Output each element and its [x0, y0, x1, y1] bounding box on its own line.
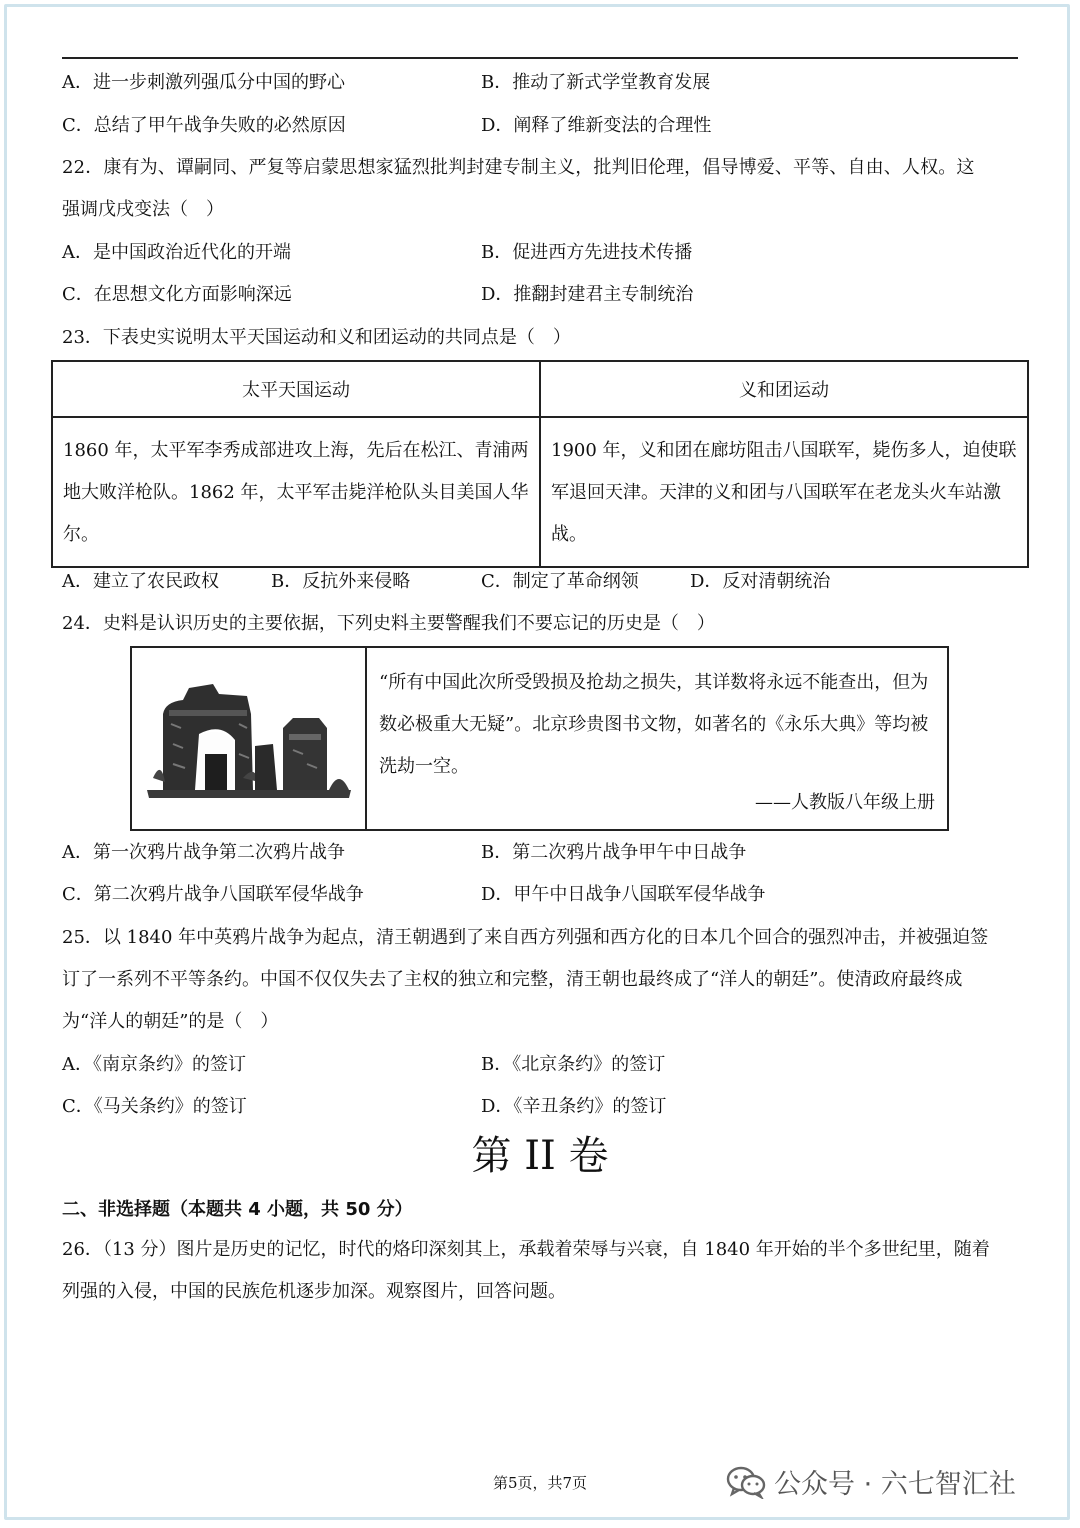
- q25-stem-line1: 25．以 1840 年中英鸦片战争为起点，清王朝遇到了来自西方列强和西方化的日本几个回合的强烈冲击，并被强迫签: [62, 927, 989, 948]
- q25-stem-line3: 为“洋人的朝廷”的是（ ）: [62, 1011, 279, 1032]
- watermark: [726, 1462, 1016, 1501]
- q24-option-a[interactable]: A．第一次鸦片战争第二次鸦片战争: [62, 842, 345, 863]
- q23-table-cell-taiping: 1860 年，太平军李秀成部进攻上海，先后在松江、青浦两地大败洋枪队。1862 年，太平军击毙洋枪队头目美国人华尔。: [52, 417, 540, 567]
- q23-table-header-boxer: 义和团运动: [540, 361, 1028, 417]
- section2-heading: 二、非选择题（本题共 4 小题，共 50 分）: [62, 1199, 413, 1220]
- yuanmingyuan-ruins-image: [132, 648, 367, 829]
- volume-title: 第 II 卷: [471, 1133, 609, 1179]
- q26-stem-line2: 列强的入侵，中国的民族危机逐步加深。观察图片，回答问题。: [62, 1281, 566, 1302]
- q22-option-b[interactable]: B．促进西方先进技术传播: [481, 242, 693, 263]
- q23-option-c[interactable]: C．制定了革命纲领: [481, 571, 639, 592]
- q21-option-d[interactable]: D．阐释了维新变法的合理性: [481, 115, 712, 136]
- q23-option-d[interactable]: D．反对清朝统治: [690, 571, 831, 592]
- watermark-text: 公众号 · 六七智汇社: [774, 1469, 1016, 1500]
- q21-option-a[interactable]: A．进一步刺激列强瓜分中国的野心: [62, 72, 345, 93]
- q26-stem-line1: 26．（13 分）图片是历史的记忆，时代的烙印深刻其上，承载着荣辱与兴衰，自 1840 年开始的半个多世纪里，随着: [62, 1239, 990, 1260]
- q24-stem: 24．史料是认识历史的主要依据，下列史料主要警醒我们不要忘记的历史是（ ）: [62, 613, 715, 634]
- q23-option-b[interactable]: B．反抗外来侵略: [271, 571, 411, 592]
- q25-stem-line2: 订了一系列不平等条约。中国不仅仅失去了主权的独立和完整，清王朝也最终成了“洋人的朝廷”。使清政府最终成: [62, 969, 963, 990]
- q23-table-header-taiping: 太平天国运动: [52, 361, 540, 417]
- q24-source-box: [130, 646, 949, 831]
- header-rule: [62, 57, 1018, 59]
- q25-option-b[interactable]: B．《北京条约》的签订: [481, 1054, 666, 1075]
- q24-option-d[interactable]: D．甲午中日战争八国联军侵华战争: [481, 884, 766, 905]
- q23-stem: 23．下表史实说明太平天国运动和义和团运动的共同点是（ ）: [62, 327, 571, 348]
- page-number: 第5页，共7页: [492, 1474, 588, 1492]
- q21-option-b[interactable]: B．推动了新式学堂教育发展: [481, 72, 711, 93]
- q23-option-a[interactable]: A．建立了农民政权: [62, 571, 219, 592]
- q21-option-c[interactable]: C．总结了甲午战争失败的必然原因: [62, 115, 346, 136]
- q22-option-d[interactable]: D．推翻封建君主专制统治: [481, 284, 694, 305]
- q24-option-c[interactable]: C．第二次鸦片战争八国联军侵华战争: [62, 884, 364, 905]
- q23-table-cell-boxer: 1900 年，义和团在廊坊阻击八国联军，毙伤多人，迫使联军退回天津。天津的义和团与八国联军在老龙头火车站激战。: [540, 417, 1028, 567]
- q22-stem-line1: 22．康有为、谭嗣同、严复等启蒙思想家猛烈批判封建专制主义，批判旧伦理，倡导博爱、平等、自由、人权。这: [62, 157, 975, 178]
- q25-option-c[interactable]: C．《马关条约》的签订: [62, 1096, 247, 1117]
- q24-source: ——人教版八年级上册: [755, 792, 935, 813]
- q22-stem-line2: 强调戊戌变法（ ）: [62, 199, 224, 220]
- q22-option-a[interactable]: A．是中国政治近代化的开端: [62, 242, 291, 263]
- q24-option-b[interactable]: B．第二次鸦片战争甲午中日战争: [481, 842, 747, 863]
- q25-option-a[interactable]: A．《南京条约》的签订: [62, 1054, 246, 1075]
- q23-table: [51, 360, 1029, 568]
- q22-option-c[interactable]: C．在思想文化方面影响深远: [62, 284, 292, 305]
- q24-quote: “所有中国此次所受毁损及抢劫之损失，其详数将永远不能查出，但为数必极重大无疑”。北京珍贵图书文物，如著名的《永乐大典》等均被洗劫一空。: [379, 672, 929, 777]
- q25-option-d[interactable]: D．《辛丑条约》的签订: [481, 1096, 667, 1117]
- wechat-icon: [726, 1465, 766, 1499]
